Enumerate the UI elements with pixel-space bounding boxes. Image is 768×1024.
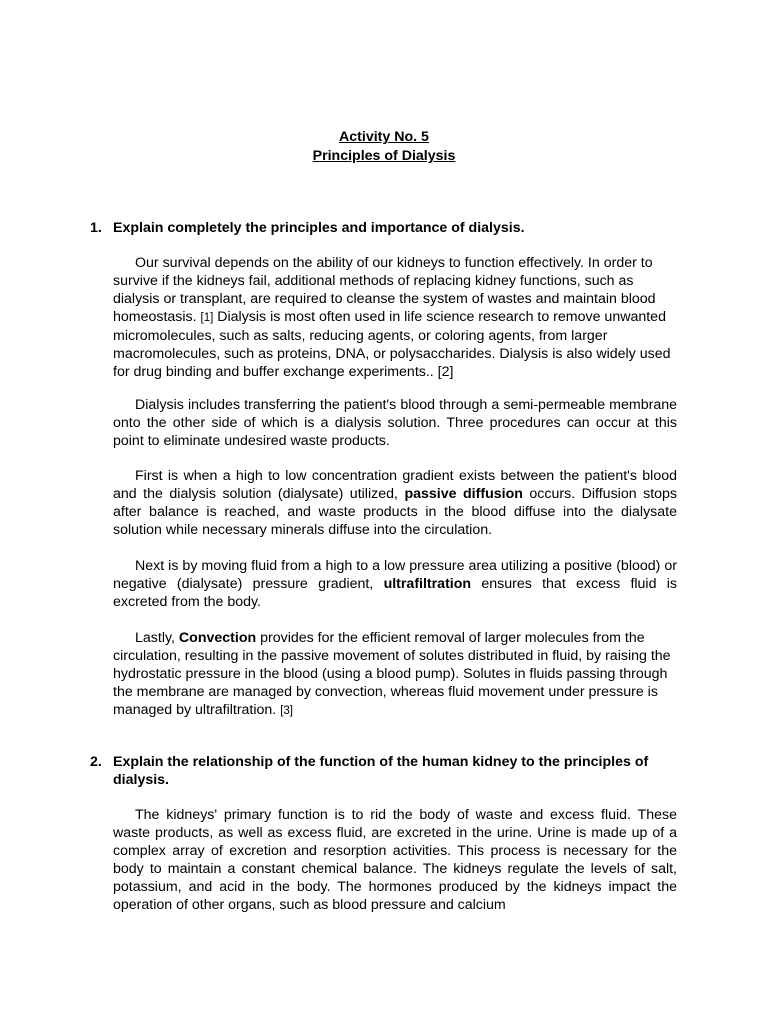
q1-p4-part-b: ensures that excess fluid is excreted from the body. xyxy=(113,576,677,610)
q1-p5-part-b: provides for the efficient removal of larger molecules from the circulation, resulting in the passive movement of solutes distributed in fluid, by raising the hydrostatic pressure in the blood (using a blood pump). Solutes in fluids passing through the membrane are managed by convection, whereas fluid movement under pressure is managed by ultrafiltration. xyxy=(113,630,671,718)
q1-p5-ref: [3] xyxy=(280,705,293,717)
q1-p1-part-a: Our survival depends on the ability of our kidneys to function effectively. In order to survive if the kidneys fail, additional methods of replacing kidney functions, such as dialysis or transplant, are required to cleanse the system of wastes and maintain blood homeostasis. xyxy=(113,255,656,325)
q1-p3-bold-term: passive diffusion xyxy=(404,486,523,502)
activity-subtitle: Principles of Dialysis xyxy=(312,148,456,164)
q1-paragraph-1 xyxy=(113,254,677,381)
title-block xyxy=(0,128,768,166)
q1-p1-part-b: Dialysis is most often used in life science research to remove unwanted micromolecules, such as salts, reducing agents, or coloring agents, from larger macromolecules, such as proteins, DNA, or polysaccharides. Dialysis is also widely used for drug binding and buffer exchange experiments.. [2] xyxy=(113,309,671,380)
q1-p4-bold-term: ultrafiltration xyxy=(383,576,472,592)
activity-title: Activity No. 5 xyxy=(339,129,429,145)
q1-p5-part-a: Lastly, xyxy=(135,630,179,646)
question-2-text: Explain the relationship of the function of the human kidney to the principles of dialysis. xyxy=(113,754,649,788)
question-1-text: Explain completely the principles and importance of dialysis. xyxy=(113,220,525,236)
q1-paragraph-3 xyxy=(113,467,677,539)
question-2-number: 2. xyxy=(90,754,102,770)
q1-paragraph-5 xyxy=(113,629,677,720)
question-1-number: 1. xyxy=(90,220,102,236)
question-2 xyxy=(90,753,680,789)
q1-p1-ref-1: [1] xyxy=(200,312,214,324)
q1-p3-part-a: First is when a high to low concentration gradient exists between the patient's blood and the dialysis solution (dialysate) utilized, xyxy=(113,468,677,502)
q1-p4-part-a: Next is by moving fluid from a high to a low pressure area utilizing a positive (blood) or negative (dialysate) pressure gradient, xyxy=(113,558,677,592)
q1-p5-bold-term: Convection xyxy=(178,630,257,646)
q1-paragraph-2: Dialysis includes transferring the patient's blood through a semi-permeable membrane onto the other side of which is a dialysis solution. Three procedures can occur at this point to eliminate undesired waste products. xyxy=(113,397,677,449)
q2-paragraph-1: The kidneys' primary function is to rid the body of waste and excess fluid. These waste products, as well as excess fluid, are excreted in the urine. Urine is made up of a complex array of excretion and resorption activities. This process is necessary for the body to maintain a constant chemical balance. The kidneys regulate the levels of salt, potassium, and acid in the body. The hormones produced by the kidneys impact the operation of other organs, such as blood pressure and calcium xyxy=(113,807,677,913)
q1-paragraph-4 xyxy=(113,557,677,611)
q1-p3-part-b: occurs. Diffusion stops after balance is reached, and waste products in the blood diffuse into the dialysate solution while necessary minerals diffuse into the circulation. xyxy=(113,486,678,538)
question-1 xyxy=(90,219,680,237)
